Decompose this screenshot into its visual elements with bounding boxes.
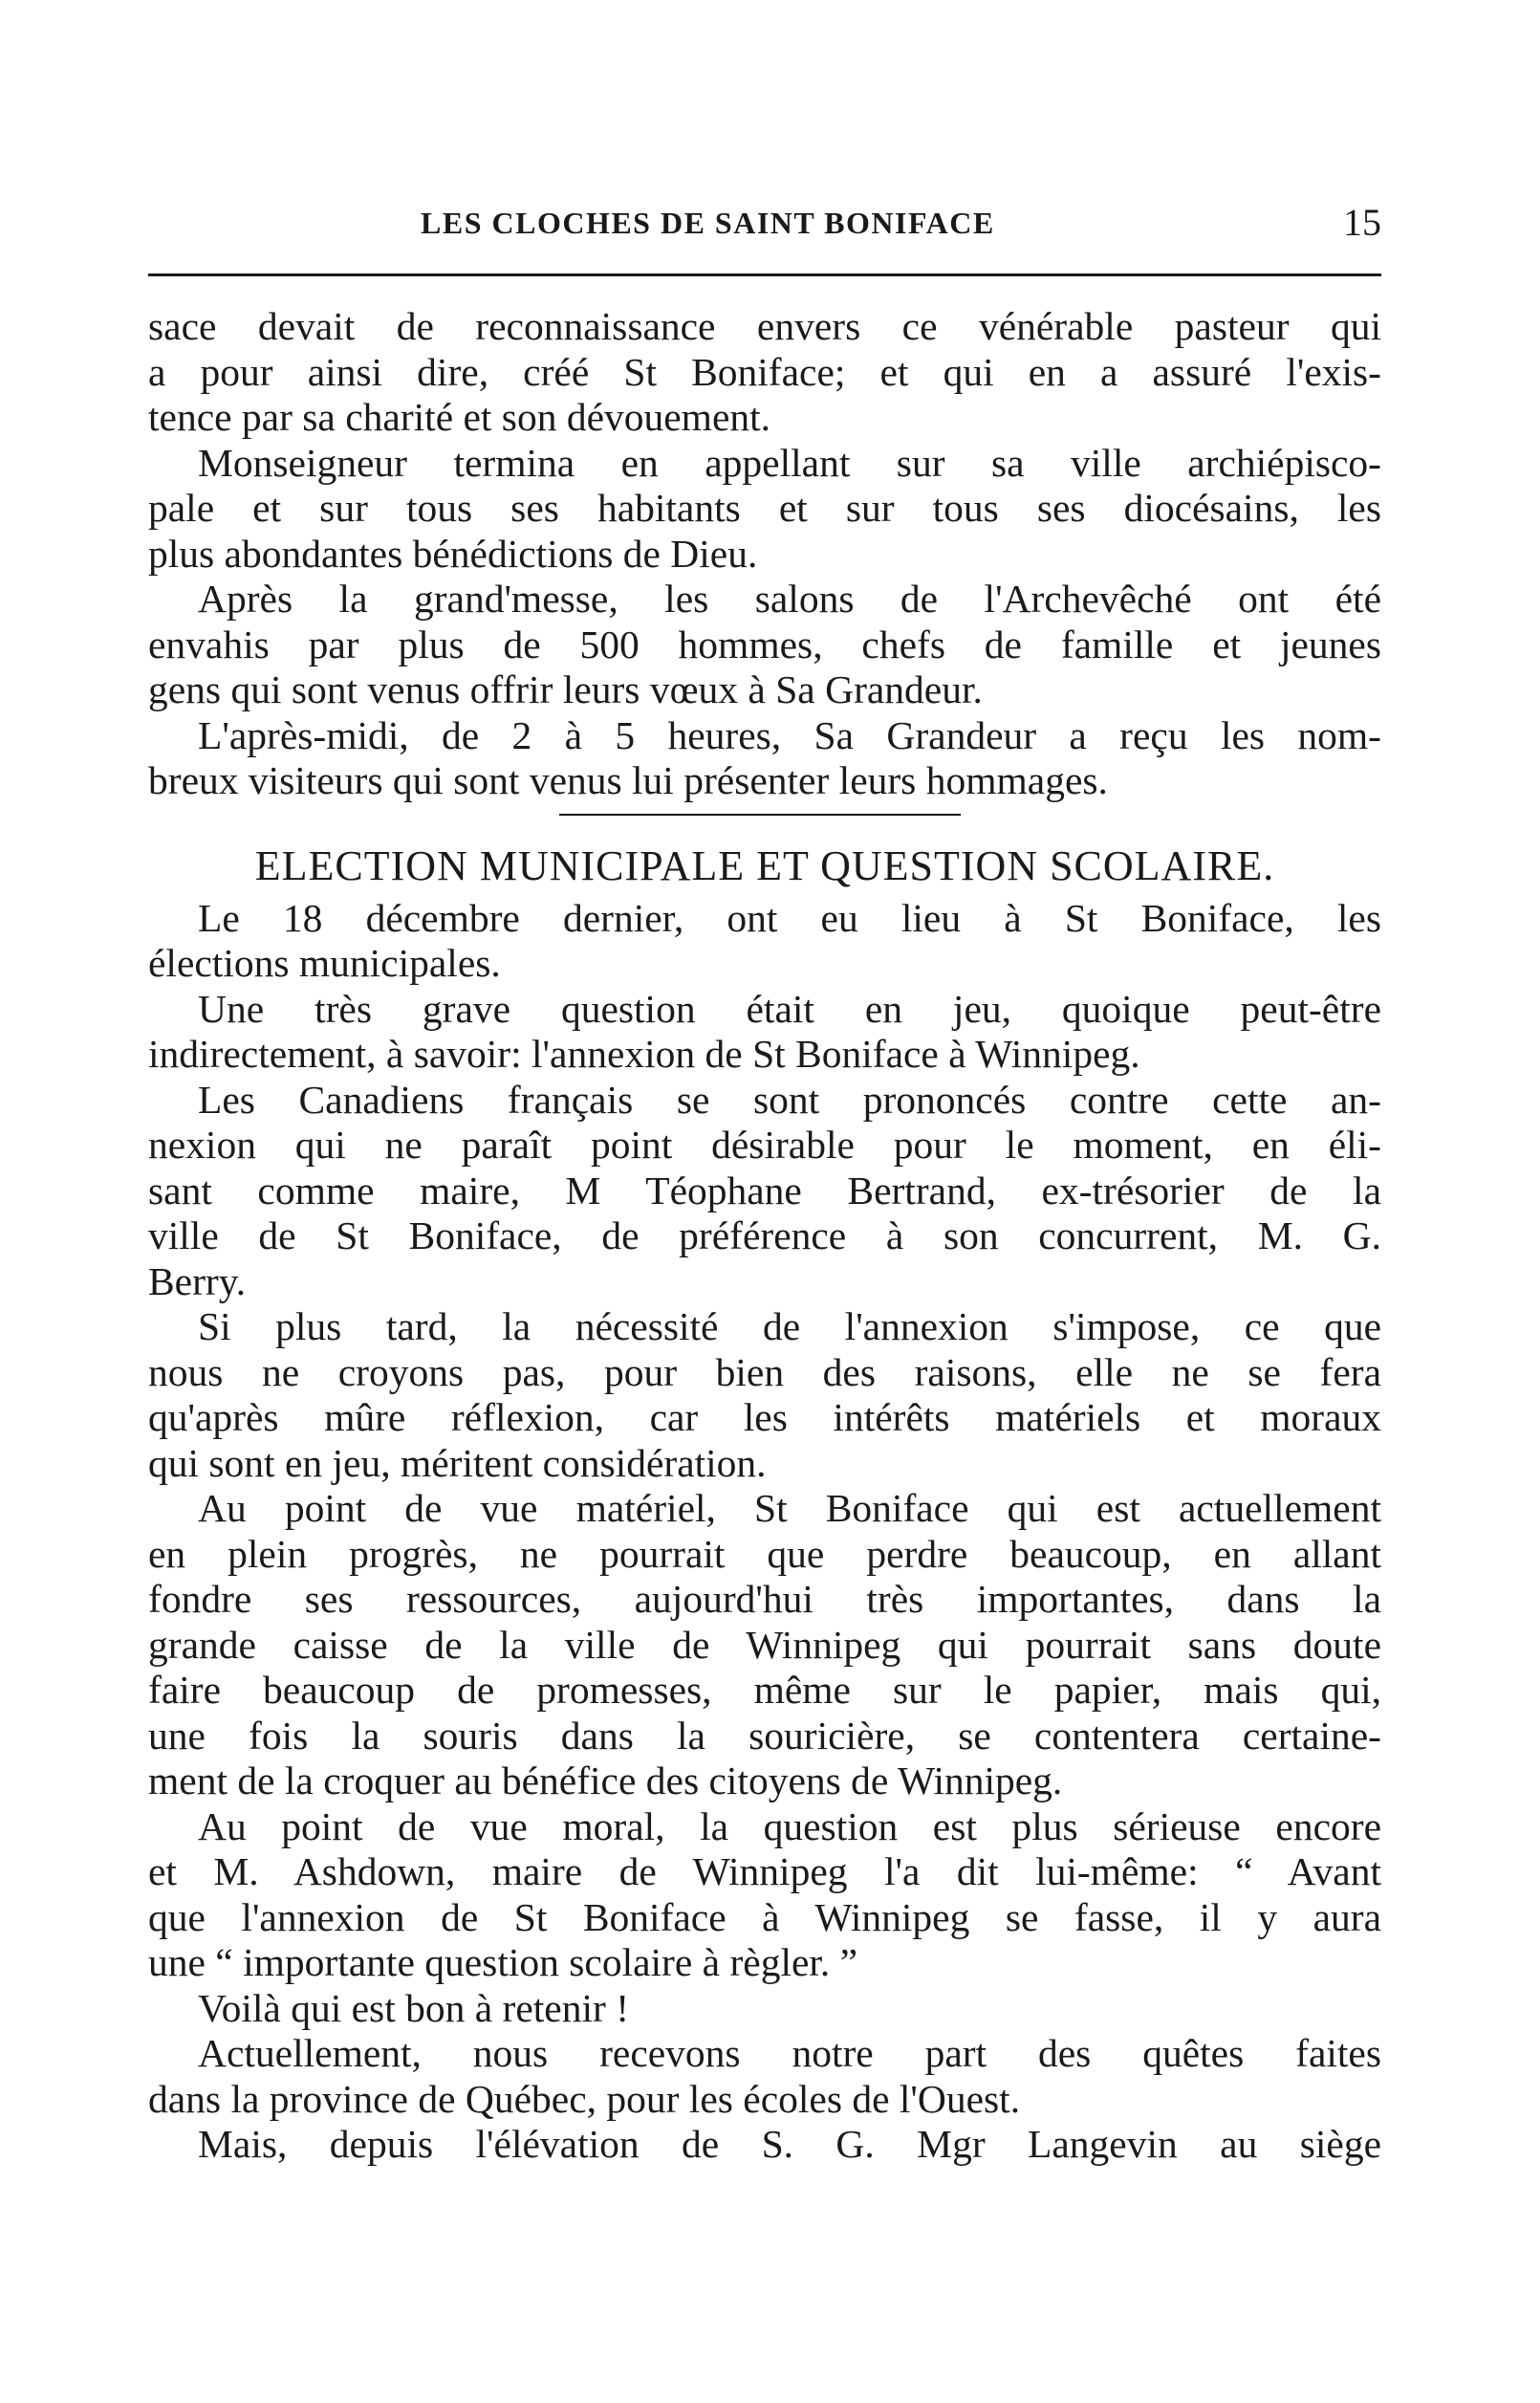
paragraph xyxy=(148,1304,1381,1486)
text-line: Berry. xyxy=(148,1258,247,1303)
text-line: Mais, depuis l'élévation de S. G. Mgr Langevin au siège xyxy=(198,2122,1381,2166)
paragraph xyxy=(148,1486,1381,1804)
paragraph xyxy=(148,2031,1381,2122)
text-line: gens qui sont venus offrir leurs vœux à Sa Grandeur. xyxy=(148,667,983,711)
section-rule xyxy=(559,814,961,816)
section-heading: ELECTION MUNICIPALE ET QUESTION SCOLAIRE. xyxy=(254,841,1275,889)
text-line: envahis par plus de 500 hommes, chefs de famille et jeunes xyxy=(148,622,1381,666)
body-text xyxy=(148,304,1381,2168)
paragraph xyxy=(148,1986,1381,2032)
text-line: fondre ses ressources, aujourd'hui très importantes, dans la xyxy=(148,1577,1381,1621)
text-line: Les Canadiens français se sont prononcés contre cette an- xyxy=(198,1077,1381,1122)
text-line: Le 18 décembre dernier, ont eu lieu à St Boniface, les xyxy=(198,895,1381,940)
text-line: pale et sur tous ses habitants et sur tous ses diocésains, les xyxy=(148,486,1381,530)
text-line: a pour ainsi dire, créé St Boniface; et qui en a assuré l'exis- xyxy=(148,349,1381,394)
text-line: nexion qui ne paraît point désirable pour le moment, en éli- xyxy=(148,1123,1381,1167)
paragraph xyxy=(148,1804,1381,1986)
section-divider xyxy=(148,804,1381,837)
paragraph xyxy=(148,713,1381,804)
paragraph xyxy=(148,304,1381,441)
text-line: sace devait de reconnaissance envers ce vénérable pasteur qui xyxy=(148,304,1381,348)
text-line: que l'annexion de St Boniface à Winnipeg se fasse, il y aura xyxy=(148,1894,1381,1939)
running-head xyxy=(148,201,1381,253)
page-number: 15 xyxy=(1343,201,1381,244)
paragraph xyxy=(148,1078,1381,1305)
paragraph xyxy=(148,441,1381,578)
paragraph-group-before-section xyxy=(148,304,1381,804)
text-line: dans la province de Québec, pour les écoles de l'Ouest. xyxy=(148,2076,1021,2121)
text-line: en plein progrès, ne pourrait que perdre beaucoup, en allant xyxy=(148,1531,1381,1576)
text-line: plus abondantes bénédictions de Dieu. xyxy=(148,531,758,576)
text-line: Une très grave question était en jeu, quoique peut-être xyxy=(198,986,1381,1031)
text-line: qui sont en jeu, méritent considération. xyxy=(148,1440,767,1485)
paragraph xyxy=(148,2122,1381,2168)
text-line: breux visiteurs qui sont venus lui présenter leurs hommages. xyxy=(148,758,1108,802)
text-line: Au point de vue matériel, St Boniface qui est actuellement xyxy=(198,1486,1381,1530)
text-line: Actuellement, nous recevons notre part des quêtes faites xyxy=(198,2031,1381,2075)
text-line: ment de la croquer au bénéfice des citoyens de Winnipeg. xyxy=(148,1759,1063,1802)
text-line: Voilà qui est bon à retenir ! xyxy=(198,1985,630,2030)
text-line: Si plus tard, la nécessité de l'annexion s'impose, ce que xyxy=(198,1304,1381,1348)
text-line: nous ne croyons pas, pour bien des raisons, elle ne se fera xyxy=(148,1349,1381,1394)
text-line: tence par sa charité et son dévouement. xyxy=(148,395,771,439)
paragraph-group-after-section xyxy=(148,896,1381,2168)
header-rule xyxy=(148,273,1381,276)
text-line: faire beaucoup de promesses, même sur le papier, mais qui, xyxy=(148,1668,1381,1712)
text-line: une fois la souris dans la souricière, se contentera certaine- xyxy=(148,1713,1381,1758)
paragraph xyxy=(148,896,1381,987)
text-line: élections municipales. xyxy=(148,941,501,985)
text-line: L'après-midi, de 2 à 5 heures, Sa Grandeur a reçu les nom- xyxy=(198,712,1381,757)
text-line: qu'après mûre réflexion, car les intérêts matériels et moraux xyxy=(148,1395,1381,1439)
text-line: Monseigneur termina en appellant sur sa ville archiépisco- xyxy=(198,440,1381,485)
text-line: et M. Ashdown, maire de Winnipeg l'a dit lui-même: “ Avant xyxy=(148,1849,1381,1893)
text-line: indirectement, à savoir: l'annexion de St Boniface à Winnipeg. xyxy=(148,1032,1140,1076)
running-title: LES CLOCHES DE SAINT BONIFACE xyxy=(421,206,995,240)
paragraph xyxy=(148,577,1381,713)
text-line: Au point de vue moral, la question est plus sérieuse encore xyxy=(198,1803,1381,1848)
text-line: sant comme maire, M Téophane Bertrand, ex-trésorier de la xyxy=(148,1168,1381,1212)
paragraph xyxy=(148,987,1381,1078)
text-line: Après la grand'messe, les salons de l'Archevêché ont été xyxy=(198,577,1381,621)
text-line: ville de St Boniface, de préférence à son concurrent, M. G. xyxy=(148,1213,1381,1257)
text-line: une “ importante question scolaire à règler. ” xyxy=(148,1940,858,1984)
text-line: grande caisse de la ville de Winnipeg qui pourrait sans doute xyxy=(148,1622,1381,1667)
